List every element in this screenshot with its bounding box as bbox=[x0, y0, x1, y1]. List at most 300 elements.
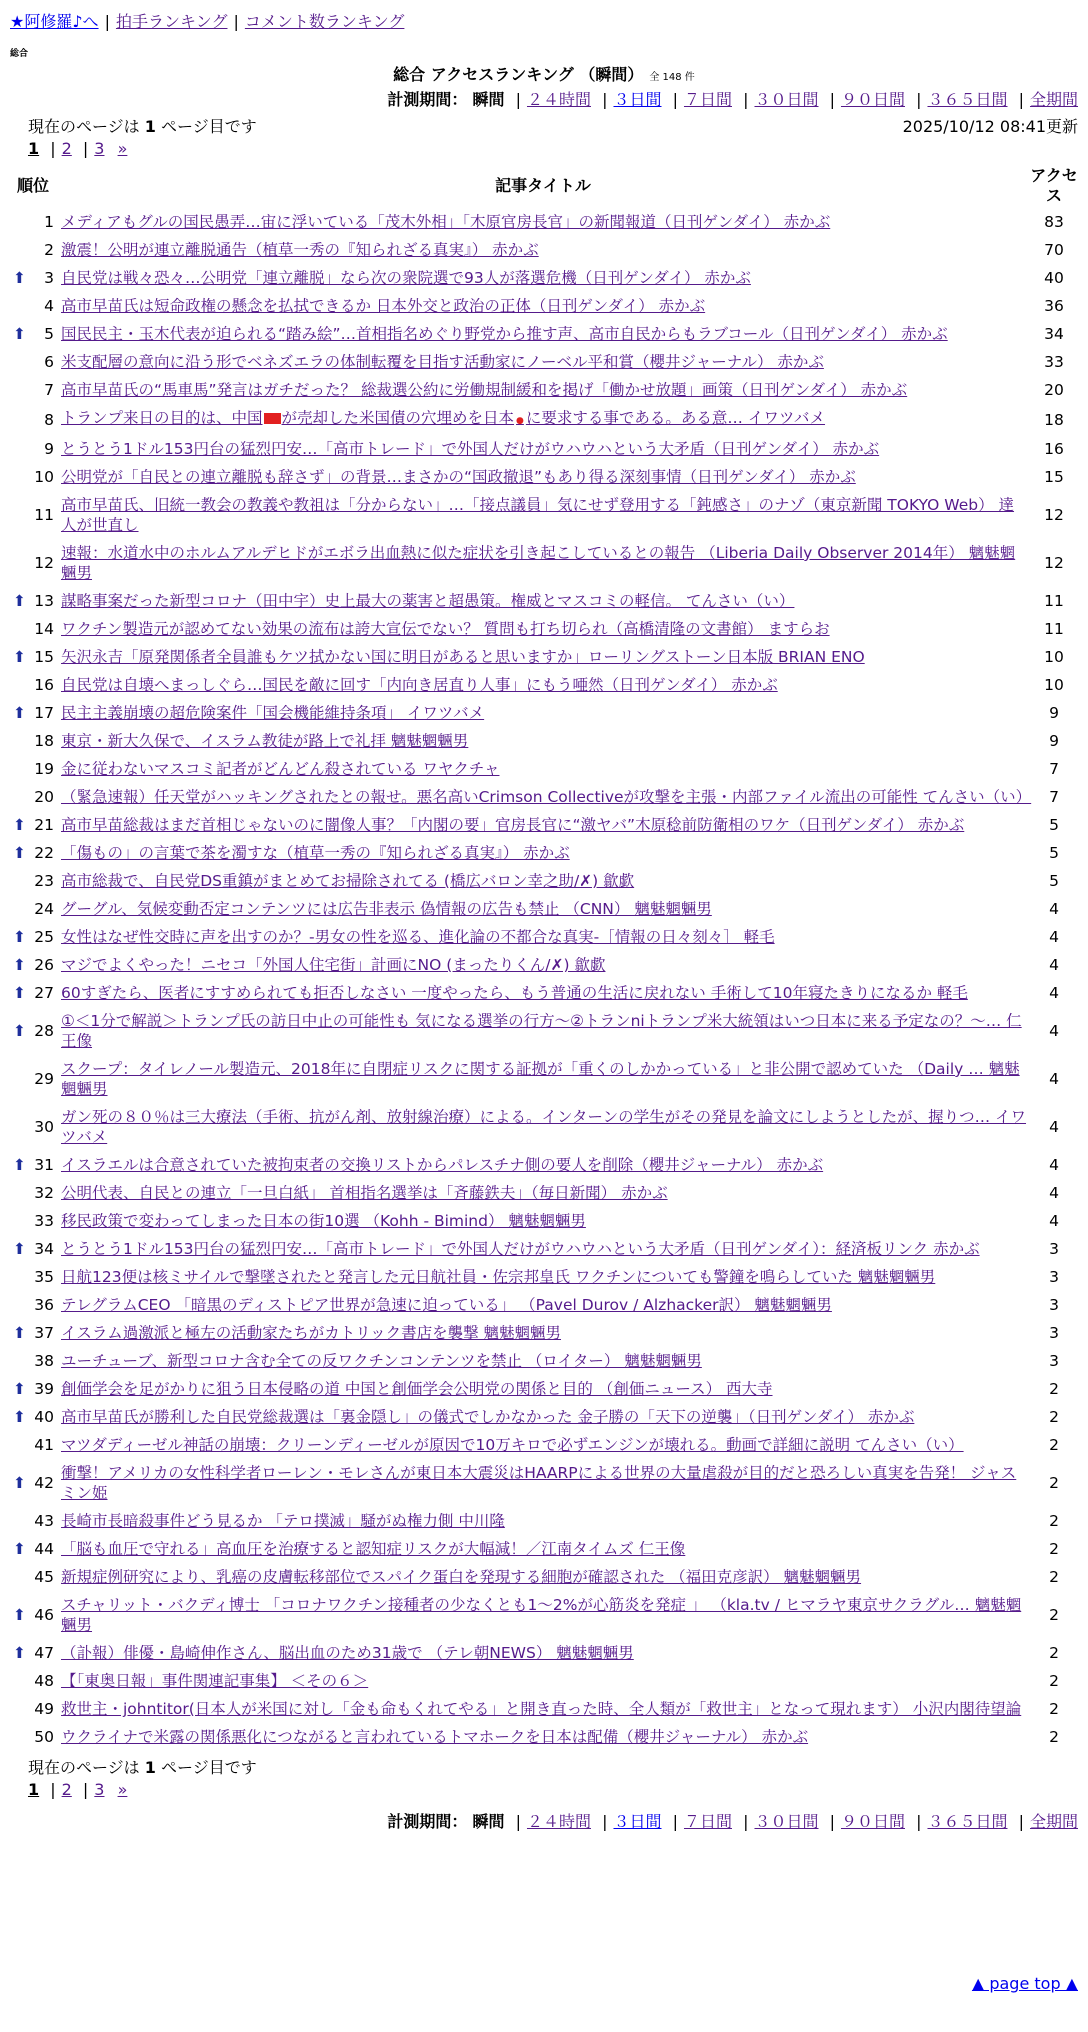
article-title-link[interactable]: スチャリット・バクディ博士 「コロナワクチン接種者の少なくとも1～2%が心筋炎を発症 」 （kla.tv / ヒマラヤ東京サクラグル… 魑魅魍魎男 bbox=[61, 1596, 1022, 1634]
rank-change-cell bbox=[6, 1007, 33, 1055]
table-row bbox=[6, 867, 1082, 895]
period-link-3d[interactable]: ３日間 bbox=[613, 90, 662, 109]
table-row bbox=[6, 1207, 1082, 1235]
article-title-link[interactable]: マツダディーゼル神話の崩壊：クリーンディーゼルが原因で10万キロで必ずエンジンが壊れる。動画で詳細に説明 てんさい（い） bbox=[61, 1436, 964, 1454]
rank-change-cell bbox=[6, 264, 33, 292]
rank-change-cell bbox=[6, 1639, 33, 1667]
access-count: 3 bbox=[1049, 1352, 1059, 1370]
table-row bbox=[6, 292, 1082, 320]
rank-change-cell bbox=[6, 292, 33, 320]
nav-link-asyura[interactable]: ★阿修羅♪へ bbox=[10, 12, 99, 31]
rank-number: 35 bbox=[34, 1268, 54, 1286]
access-count: 11 bbox=[1044, 620, 1064, 638]
article-title-link[interactable]: 公明党が「自民との連立離脱も辞さず」の背景…まさかの“国政撤退”もあり得る深刻事情（日刊ゲンダイ） 赤かぶ bbox=[61, 468, 856, 486]
article-title-link[interactable]: （緊急速報）任天堂がハッキングされたとの報せ。悪名高いCrimson Collectiveが攻撃を主張・内部ファイル流出の可能性 てんさい（い） bbox=[61, 788, 1032, 806]
rank-number: 14 bbox=[34, 620, 54, 638]
table-row bbox=[6, 1507, 1082, 1535]
article-title-link[interactable]: テレグラムCEO 「暗黒のディストピア世界が急速に迫っている」 （Pavel Durov / Alzhacker訳） 魑魅魍魎男 bbox=[61, 1296, 832, 1314]
table-row bbox=[6, 320, 1082, 348]
article-title-link[interactable]: 国民民主・玉木代表が迫られる“踏み絵”…首相指名めぐり野党から推す声、高市自民からもラブコール（日刊ゲンダイ） 赤かぶ bbox=[61, 325, 948, 343]
period-link-7d[interactable]: ７日間 bbox=[683, 90, 732, 109]
access-count: 2 bbox=[1049, 1380, 1059, 1398]
japan-flag-icon: ● bbox=[516, 416, 524, 426]
access-count: 5 bbox=[1049, 844, 1059, 862]
ranking-table bbox=[6, 164, 1082, 1751]
top-navigation bbox=[10, 9, 404, 32]
up-arrow-icon: ⬆ bbox=[13, 1380, 26, 1398]
rank-number: 37 bbox=[34, 1324, 54, 1342]
total-count: 全 148 件 bbox=[649, 72, 695, 83]
access-count: 4 bbox=[1049, 1212, 1059, 1230]
rank-change-cell bbox=[6, 1179, 33, 1207]
rank-change-cell bbox=[6, 923, 33, 951]
rank-change-cell bbox=[6, 435, 33, 463]
article-title-link[interactable]: とうとう1ドル153円台の猛烈円安…「高市トレード」で外国人だけがウハウハという大矛盾（日刊ゲンダイ）：経済板リンク 赤かぶ bbox=[61, 1240, 980, 1258]
nav-link-clap-ranking[interactable]: 拍手ランキング bbox=[115, 12, 228, 31]
up-arrow-icon: ⬆ bbox=[13, 1324, 26, 1342]
rank-change-cell bbox=[6, 463, 33, 491]
table-header-row bbox=[6, 164, 1082, 208]
period-label: 計測期間： bbox=[387, 90, 468, 109]
table-row bbox=[6, 435, 1082, 463]
table-row bbox=[6, 376, 1082, 404]
period-link-all[interactable]: 全期間 bbox=[1029, 90, 1078, 109]
up-arrow-icon: ⬆ bbox=[13, 269, 26, 287]
page-title bbox=[0, 62, 1088, 85]
rank-change-cell bbox=[6, 867, 33, 895]
access-count: 2 bbox=[1049, 1436, 1059, 1454]
period-link-90d[interactable]: ９０日間 bbox=[840, 1812, 905, 1831]
access-count: 4 bbox=[1049, 1184, 1059, 1202]
article-title-link[interactable]: 民主主義崩壊の超危険案件「国会機能維持条項」 イワツバメ bbox=[61, 704, 485, 722]
table-row bbox=[6, 1263, 1082, 1291]
article-title-link[interactable]: 東京・新大久保で、イスラム教徒が路上で礼拝 魑魅魍魎男 bbox=[61, 732, 469, 750]
table-row bbox=[6, 1055, 1082, 1103]
access-count: 12 bbox=[1044, 506, 1064, 524]
article-title-link[interactable]: 高市早苗氏は短命政権の懸念を払拭できるか 日本外交と政治の正体（日刊ゲンダイ） 赤かぶ bbox=[61, 297, 706, 315]
pager-link-3[interactable]: 3 bbox=[94, 139, 105, 158]
rank-change-cell bbox=[6, 811, 33, 839]
rank-change-cell bbox=[6, 1375, 33, 1403]
rank-change-cell bbox=[6, 1207, 33, 1235]
rank-number: 28 bbox=[34, 1022, 54, 1040]
pager-next[interactable]: » bbox=[117, 1780, 128, 1799]
access-count: 12 bbox=[1044, 554, 1064, 572]
article-title-link[interactable]: 高市早苗総裁はまだ首相じゃないのに闇像人事？「内閣の要」官房長官に“激ヤバ”木原稔前防衛相のワケ（日刊ゲンダイ） 赤かぶ bbox=[61, 816, 965, 834]
rank-change-cell bbox=[6, 1235, 33, 1263]
article-title-link[interactable]: 移民政策で変わってしまった日本の街10選 （Kohh - Bimind） 魑魅魍魎男 bbox=[61, 1212, 586, 1230]
access-count: 7 bbox=[1049, 788, 1059, 806]
up-arrow-icon: ⬆ bbox=[13, 844, 26, 862]
period-link-24h[interactable]: ２４時間 bbox=[526, 90, 591, 109]
rank-number: 11 bbox=[34, 506, 54, 524]
article-title-link[interactable]: とうとう1ドル153円台の猛烈円安…「高市トレード」で外国人だけがウハウハという大矛盾（日刊ゲンダイ） 赤かぶ bbox=[61, 440, 880, 458]
rank-number: 49 bbox=[34, 1700, 54, 1718]
table-row bbox=[6, 1403, 1082, 1431]
access-count: 9 bbox=[1049, 704, 1059, 722]
article-title-link[interactable]: 60すぎたら、医者にすすめられても拒否しなさい 一度やったら、もう普通の生活に戻れない 手術して10年寝たきりになるか 軽毛 bbox=[61, 984, 968, 1002]
rank-number: 12 bbox=[34, 554, 54, 572]
rank-number: 44 bbox=[34, 1540, 54, 1558]
article-title-link[interactable]: メディアもグルの国民愚弄…宙に浮いている「茂木外相」「木原官房長官」の新聞報道（日刊ゲンダイ） 赤かぶ bbox=[61, 213, 831, 231]
access-count: 2 bbox=[1049, 1728, 1059, 1746]
article-title-link[interactable]: 日航123便は核ミサイルで撃墜されたと発言した元日航社員・佐宗邦皇氏 ワクチンについても警鐘を鳴らしていた 魑魅魍魎男 bbox=[61, 1268, 936, 1286]
article-title-link[interactable]: 公明代表、自民との連立「一旦白紙」 首相指名選挙は「斉藤鉄夫」（毎日新聞） 赤かぶ bbox=[61, 1184, 668, 1202]
table-row bbox=[6, 811, 1082, 839]
rank-change-cell bbox=[6, 1535, 33, 1563]
access-count: 9 bbox=[1049, 732, 1059, 750]
article-title-link[interactable]: 救世主・johntitor(日本人が米国に対し「金も命もくれてやる」と開き直った時、全人類が「救世主」となって現れます） 小沢内閣待望論 bbox=[61, 1700, 1022, 1718]
rank-change-cell bbox=[6, 643, 33, 671]
table-row bbox=[6, 587, 1082, 615]
access-count: 16 bbox=[1044, 440, 1064, 458]
up-arrow-icon: ⬆ bbox=[13, 1540, 26, 1558]
access-count: 15 bbox=[1044, 468, 1064, 486]
access-count: 5 bbox=[1049, 816, 1059, 834]
rank-number: 31 bbox=[34, 1156, 54, 1174]
access-count: 36 bbox=[1044, 297, 1064, 315]
access-count: 40 bbox=[1044, 269, 1064, 287]
table-row bbox=[6, 979, 1082, 1007]
up-arrow-icon: ⬆ bbox=[13, 704, 26, 722]
rank-number: 18 bbox=[34, 732, 54, 750]
rank-change-cell bbox=[6, 755, 33, 783]
access-count: 3 bbox=[1049, 1324, 1059, 1342]
article-title-link[interactable]: イスラエルは合意されていた被拘束者の交換リストからパレスチナ側の要人を削除（櫻井ジャーナル） 赤かぶ bbox=[61, 1156, 824, 1174]
article-title-link[interactable]: ガン死の８０％は三大療法（手術、抗がん剤、放射線治療）による。インターンの学生がその発見を論文にしようとしたが、握りつ… イワツバメ bbox=[61, 1108, 1027, 1146]
rank-number: 1 bbox=[44, 213, 54, 231]
page-top-link[interactable]: ▲ page top ▲ bbox=[971, 1974, 1078, 1993]
period-link-30d[interactable]: ３０日間 bbox=[754, 90, 819, 109]
table-row bbox=[6, 1639, 1082, 1667]
rank-number: 4 bbox=[44, 297, 54, 315]
table-row bbox=[6, 491, 1082, 539]
category-label: 総合 bbox=[10, 49, 29, 59]
rank-change-cell bbox=[6, 1431, 33, 1459]
rank-number: 45 bbox=[34, 1568, 54, 1586]
period-link-3d[interactable]: ３日間 bbox=[613, 1812, 662, 1831]
rank-number: 3 bbox=[44, 269, 54, 287]
access-count: 4 bbox=[1049, 984, 1059, 1002]
up-arrow-icon: ⬆ bbox=[13, 1022, 26, 1040]
article-title-link[interactable]: 女性はなぜ性交時に声を出すのか？-男女の性を巡る、進化論の不都合な真実-［情報の日々刻々］ 軽毛 bbox=[61, 928, 775, 946]
article-title-link[interactable]: （訃報）俳優・島崎伸作さん、脳出血のため31歳で （テレ朝NEWS） 魑魅魍魎男 bbox=[61, 1644, 634, 1662]
rank-number: 23 bbox=[34, 872, 54, 890]
rank-number: 2 bbox=[44, 241, 54, 259]
table-row bbox=[6, 699, 1082, 727]
article-title-link[interactable]: 謀略事案だった新型コロナ（田中宇）史上最大の薬害と超愚策。権威とマスコミの軽信。 てんさい（い） bbox=[61, 592, 795, 610]
header-title: 記事タイトル bbox=[495, 176, 591, 195]
rank-change-cell bbox=[6, 1695, 33, 1723]
up-arrow-icon: ⬆ bbox=[13, 1408, 26, 1426]
table-row bbox=[6, 1591, 1082, 1639]
header-access: アクセス bbox=[1030, 166, 1078, 205]
rank-number: 27 bbox=[34, 984, 54, 1002]
up-arrow-icon: ⬆ bbox=[13, 648, 26, 666]
period-link-30d[interactable]: ３０日間 bbox=[754, 1812, 819, 1831]
table-row bbox=[6, 1667, 1082, 1695]
rank-change-cell bbox=[6, 1507, 33, 1535]
period-link-all[interactable]: 全期間 bbox=[1029, 1812, 1078, 1831]
rank-number: 6 bbox=[44, 353, 54, 371]
pager-top: 1 | 2 | 3 » bbox=[28, 139, 128, 158]
period-selector-bottom: 計測期間： 瞬間 | ２４時間 | ３日間 | ７日間 | ３０日間 | ９０日間 | ３６５日間 | 全期間 bbox=[387, 1812, 1078, 1831]
table-row bbox=[6, 643, 1082, 671]
table-row bbox=[6, 839, 1082, 867]
up-arrow-icon: ⬆ bbox=[13, 1644, 26, 1662]
rank-number: 10 bbox=[34, 468, 54, 486]
rank-number: 48 bbox=[34, 1672, 54, 1690]
access-count: 2 bbox=[1049, 1568, 1059, 1586]
access-count: 3 bbox=[1049, 1296, 1059, 1314]
access-count: 2 bbox=[1049, 1644, 1059, 1662]
period-link-90d[interactable]: ９０日間 bbox=[840, 90, 905, 109]
period-link-365d[interactable]: ３６５日間 bbox=[927, 90, 1008, 109]
access-count: 2 bbox=[1049, 1672, 1059, 1690]
access-count: 4 bbox=[1049, 928, 1059, 946]
rank-number: 24 bbox=[34, 900, 54, 918]
rank-change-cell bbox=[6, 491, 33, 539]
rank-number: 7 bbox=[44, 381, 54, 399]
access-count: 5 bbox=[1049, 872, 1059, 890]
rank-change-cell bbox=[6, 979, 33, 1007]
access-count: 10 bbox=[1044, 648, 1064, 666]
current-page-number: 1 bbox=[144, 117, 156, 136]
article-title-link[interactable]: 速報：水道水中のホルムアルデヒドがエボラ出血熱に似た症状を引き起こしているとの報告 （Liberia Daily Observer 2014年） 魑魅魍魎男 bbox=[61, 544, 1016, 582]
rank-number: 13 bbox=[34, 592, 54, 610]
article-title-link[interactable]: 「脳も血圧で守れる」高血圧を治療すると認知症リスクが大幅減！／江南タイムズ 仁王像 bbox=[61, 1540, 686, 1558]
nav-link-comment-ranking[interactable]: コメント数ランキング bbox=[244, 12, 405, 31]
article-title-link[interactable]: 「傷もの」の言葉で茶を濁すな（植草一秀の『知られざる真実』） 赤かぶ bbox=[61, 844, 570, 862]
rank-number: 50 bbox=[34, 1728, 54, 1746]
table-row bbox=[6, 1431, 1082, 1459]
article-title-link[interactable]: 高市早苗氏の“馬車馬”発言はガチだった？ 総裁選公約に労働規制緩和を掲げ「働かせ放題」画策（日刊ゲンダイ） 赤かぶ bbox=[61, 381, 908, 399]
article-title-link[interactable]: ワクチン製造元が認めてない効果の流布は誇大宣伝でない？ 質問も打ち切られ（高橋清隆の文書館） ますらお bbox=[61, 620, 830, 638]
table-row bbox=[6, 1695, 1082, 1723]
rank-change-cell bbox=[6, 615, 33, 643]
header-rank: 順位 bbox=[16, 176, 49, 195]
access-count: 70 bbox=[1044, 241, 1064, 259]
up-arrow-icon: ⬆ bbox=[13, 1474, 26, 1492]
table-row bbox=[6, 783, 1082, 811]
rank-number: 38 bbox=[34, 1352, 54, 1370]
access-count: 18 bbox=[1044, 410, 1064, 429]
rank-number: 22 bbox=[34, 844, 54, 862]
rank-change-cell bbox=[6, 587, 33, 615]
table-row bbox=[6, 1459, 1082, 1507]
access-count: 4 bbox=[1049, 1118, 1059, 1136]
access-count: 7 bbox=[1049, 760, 1059, 778]
access-count: 33 bbox=[1044, 353, 1064, 371]
article-title-link[interactable]: スクープ：タイレノール製造元、2018年に自閉症リスクに関する証拠が「重くのしかかっている」と非公開で認めていた （Daily … 魑魅魍魎男 bbox=[61, 1060, 1020, 1098]
up-arrow-icon: ⬆ bbox=[13, 928, 26, 946]
access-count: 3 bbox=[1049, 1268, 1059, 1286]
article-title-link[interactable]: 新規症例研究により、乳癌の皮膚転移部位でスパイク蛋白を発現する細胞が確認された （福田克彦訳） 魑魅魍魎男 bbox=[61, 1568, 862, 1586]
article-title-link[interactable]: ウクライナで米露の関係悪化につながると言われているトマホークを日本は配備（櫻井ジャーナル） 赤かぶ bbox=[61, 1728, 809, 1746]
table-row bbox=[6, 404, 1082, 435]
access-count: 2 bbox=[1049, 1474, 1059, 1492]
up-arrow-icon: ⬆ bbox=[13, 956, 26, 974]
table-row bbox=[6, 1235, 1082, 1263]
access-count: 11 bbox=[1044, 592, 1064, 610]
rank-number: 19 bbox=[34, 760, 54, 778]
article-title-link[interactable]: イスラム過激派と極左の活動家たちがカトリック書店を襲撃 魑魅魍魎男 bbox=[61, 1324, 561, 1342]
pager-next[interactable]: » bbox=[117, 139, 128, 158]
rank-number: 39 bbox=[34, 1380, 54, 1398]
table-row bbox=[6, 264, 1082, 292]
pager-bottom: 1 | 2 | 3 » bbox=[28, 1780, 128, 1799]
rank-change-cell bbox=[6, 539, 33, 587]
up-arrow-icon: ⬆ bbox=[13, 592, 26, 610]
table-row bbox=[6, 1291, 1082, 1319]
article-title-link[interactable]: 自民党は戦々恐々…公明党「連立離脱」なら次の衆院選で93人が落選危機（日刊ゲンダイ） 赤かぶ bbox=[61, 269, 751, 287]
table-row bbox=[6, 1347, 1082, 1375]
access-count: 83 bbox=[1044, 213, 1064, 231]
rank-change-cell bbox=[6, 783, 33, 811]
article-title-link[interactable]: 高市総裁で、自民党DS重鎮がまとめてお掃除されてる (橋広バロン幸之助/✗) 歙歔 bbox=[61, 872, 635, 890]
article-title-link[interactable]: 激震！公明が連立離脱通告（植草一秀の『知られざる真実』） 赤かぶ bbox=[61, 241, 539, 259]
pager-link-3[interactable]: 3 bbox=[94, 1780, 105, 1799]
access-count: 4 bbox=[1049, 1022, 1059, 1040]
table-row bbox=[6, 615, 1082, 643]
rank-number: 9 bbox=[44, 440, 54, 458]
rank-change-cell bbox=[6, 236, 33, 264]
rank-change-cell bbox=[6, 671, 33, 699]
table-row bbox=[6, 1007, 1082, 1055]
table-row bbox=[6, 1723, 1082, 1751]
rank-number: 15 bbox=[34, 648, 54, 666]
rank-change-cell bbox=[6, 1103, 33, 1151]
table-row bbox=[6, 755, 1082, 783]
article-title-link[interactable]: 長崎市長暗殺事件どう見るか 「テロ撲滅」騒がぬ権力側 中川隆 bbox=[61, 1512, 505, 1530]
article-title-link[interactable]: 矢沢永吉「原発関係者全員誰もケツ拭かない国に明日があると思いますか」ローリングストーン日本版 BRIAN ENO bbox=[61, 648, 865, 666]
article-title-link[interactable]: グーグル、気候変動否定コンテンツには広告非表示 偽情報の広告も禁止 （CNN） 魑魅魍魎男 bbox=[61, 900, 712, 918]
period-current: 瞬間 bbox=[472, 90, 505, 109]
table-row bbox=[6, 1179, 1082, 1207]
rank-number: 42 bbox=[34, 1474, 54, 1492]
table-row bbox=[6, 1151, 1082, 1179]
access-count: 4 bbox=[1049, 900, 1059, 918]
table-row bbox=[6, 895, 1082, 923]
article-title-link[interactable]: トランプ来日の目的は、中国 が売却した米国債の穴埋めを日本 ● に要求する事である。ある意… イワツバメ bbox=[61, 409, 826, 427]
article-title-link[interactable]: 高市早苗氏が勝利した自民党総裁選は「裏金隠し」の儀式でしかなかった 金子勝の「天下の逆襲」（日刊ゲンダイ） 赤かぶ bbox=[61, 1408, 915, 1426]
rank-number: 33 bbox=[34, 1212, 54, 1230]
nav-separator: | bbox=[104, 12, 110, 31]
period-link-365d[interactable]: ３６５日間 bbox=[927, 1812, 1008, 1831]
rank-number: 8 bbox=[44, 410, 54, 429]
rank-change-cell bbox=[6, 404, 33, 435]
rank-number: 47 bbox=[34, 1644, 54, 1662]
rank-change-cell bbox=[6, 839, 33, 867]
article-title-link[interactable]: 金に従わないマスコミ記者がどんどん殺されている ワヤクチャ bbox=[61, 760, 500, 778]
period-link-24h[interactable]: ２４時間 bbox=[526, 1812, 591, 1831]
rank-number: 43 bbox=[34, 1512, 54, 1530]
rank-change-cell bbox=[6, 727, 33, 755]
article-title-link[interactable]: ユーチューブ、新型コロナ含む全ての反ワクチンコンテンツを禁止 （ロイター） 魑魅魍魎男 bbox=[61, 1352, 702, 1370]
period-link-7d[interactable]: ７日間 bbox=[683, 1812, 732, 1831]
access-count: 2 bbox=[1049, 1408, 1059, 1426]
rank-number: 16 bbox=[34, 676, 54, 694]
rank-change-cell bbox=[6, 1563, 33, 1591]
rank-number: 34 bbox=[34, 1240, 54, 1258]
access-count: 2 bbox=[1049, 1606, 1059, 1624]
rank-change-cell bbox=[6, 699, 33, 727]
rank-number: 30 bbox=[34, 1118, 54, 1136]
access-count: 3 bbox=[1049, 1240, 1059, 1258]
pager-link-2[interactable]: 2 bbox=[61, 1780, 72, 1799]
pager-current: 1 bbox=[28, 139, 40, 158]
article-title-link[interactable]: 高市早苗氏、旧統一教会の教義や教祖は「分からない」…「接点議員」気にせず登用する「鈍感さ」のナゾ（東京新聞 TOKYO Web） 達人が世直し bbox=[61, 496, 1015, 534]
ranking-title: 総合 アクセスランキング （瞬間） bbox=[393, 65, 644, 84]
rank-change-cell bbox=[6, 1151, 33, 1179]
access-count: 34 bbox=[1044, 325, 1064, 343]
rank-change-cell bbox=[6, 1403, 33, 1431]
article-title-link[interactable]: 米支配層の意向に沿う形でベネズエラの体制転覆を目指す活動家にノーベル平和賞（櫻井ジャーナル） 赤かぶ bbox=[61, 353, 824, 371]
rank-number: 40 bbox=[34, 1408, 54, 1426]
table-row bbox=[6, 539, 1082, 587]
pager-link-2[interactable]: 2 bbox=[61, 139, 72, 158]
up-arrow-icon: ⬆ bbox=[13, 1606, 26, 1624]
access-count: 4 bbox=[1049, 1070, 1059, 1088]
table-row bbox=[6, 1103, 1082, 1151]
rank-number: 5 bbox=[44, 325, 54, 343]
article-title-link[interactable]: 自民党は自壊へまっしぐら…国民を敵に回す「内向き居直り人事」にもう唖然（日刊ゲンダイ） 赤かぶ bbox=[61, 676, 778, 694]
rank-change-cell bbox=[6, 320, 33, 348]
rank-number: 36 bbox=[34, 1296, 54, 1314]
rank-number: 17 bbox=[34, 704, 54, 722]
access-count: 20 bbox=[1044, 381, 1064, 399]
up-arrow-icon: ⬆ bbox=[13, 325, 26, 343]
rank-number: 29 bbox=[34, 1070, 54, 1088]
rank-change-cell bbox=[6, 1591, 33, 1639]
article-title-link[interactable]: 【「東奥日報」事件関連記事集】 ＜その６＞ bbox=[61, 1672, 369, 1690]
rank-number: 20 bbox=[34, 788, 54, 806]
table-row bbox=[6, 923, 1082, 951]
rank-number: 46 bbox=[34, 1606, 54, 1624]
rank-change-cell bbox=[6, 1347, 33, 1375]
access-count: 4 bbox=[1049, 956, 1059, 974]
rank-change-cell bbox=[6, 1055, 33, 1103]
table-row bbox=[6, 671, 1082, 699]
rank-number: 32 bbox=[34, 1184, 54, 1202]
updated-timestamp: 2025/10/12 08:41更新 bbox=[902, 117, 1078, 136]
article-title-link[interactable]: マジでよくやった！ニセコ「外国人住宅街」計画にNO (まったりくん/✗) 歙歔 bbox=[61, 956, 606, 974]
table-row bbox=[6, 348, 1082, 376]
up-arrow-icon: ⬆ bbox=[13, 1156, 26, 1174]
access-count: 2 bbox=[1049, 1540, 1059, 1558]
table-row bbox=[6, 463, 1082, 491]
article-title-link[interactable]: ①＜1分で解説＞トランプ氏の訪日中止の可能性も 気になる選挙の行方～②トランniトランプ米大統領はいつ日本に来る予定なの？～… 仁王像 bbox=[61, 1012, 1022, 1050]
rank-change-cell bbox=[6, 208, 33, 236]
table-row bbox=[6, 208, 1082, 236]
rank-change-cell bbox=[6, 1319, 33, 1347]
up-arrow-icon: ⬆ bbox=[13, 984, 26, 1002]
rank-change-cell bbox=[6, 1667, 33, 1695]
up-arrow-icon: ⬆ bbox=[13, 816, 26, 834]
page-info-top: 現在のページは 1 ページ目です bbox=[28, 117, 257, 136]
article-title-link[interactable]: 衝撃！アメリカの女性科学者ローレン・モレさんが東日本大震災はHAARPによる世界の大量虐殺が目的だと恐ろしい真実を告発！ ジャスミン姫 bbox=[61, 1464, 1017, 1502]
access-count: 2 bbox=[1049, 1700, 1059, 1718]
rank-number: 26 bbox=[34, 956, 54, 974]
access-count: 2 bbox=[1049, 1512, 1059, 1530]
rank-change-cell bbox=[6, 1263, 33, 1291]
table-row bbox=[6, 1535, 1082, 1563]
rank-number: 25 bbox=[34, 928, 54, 946]
rank-change-cell bbox=[6, 951, 33, 979]
rank-number: 41 bbox=[34, 1436, 54, 1454]
china-flag-icon bbox=[264, 413, 281, 424]
article-title-link[interactable]: 創価学会を足がかりに狙う日本侵略の道 中国と創価学会公明党の関係と目的 （創価ニュース） 西大寺 bbox=[61, 1380, 773, 1398]
